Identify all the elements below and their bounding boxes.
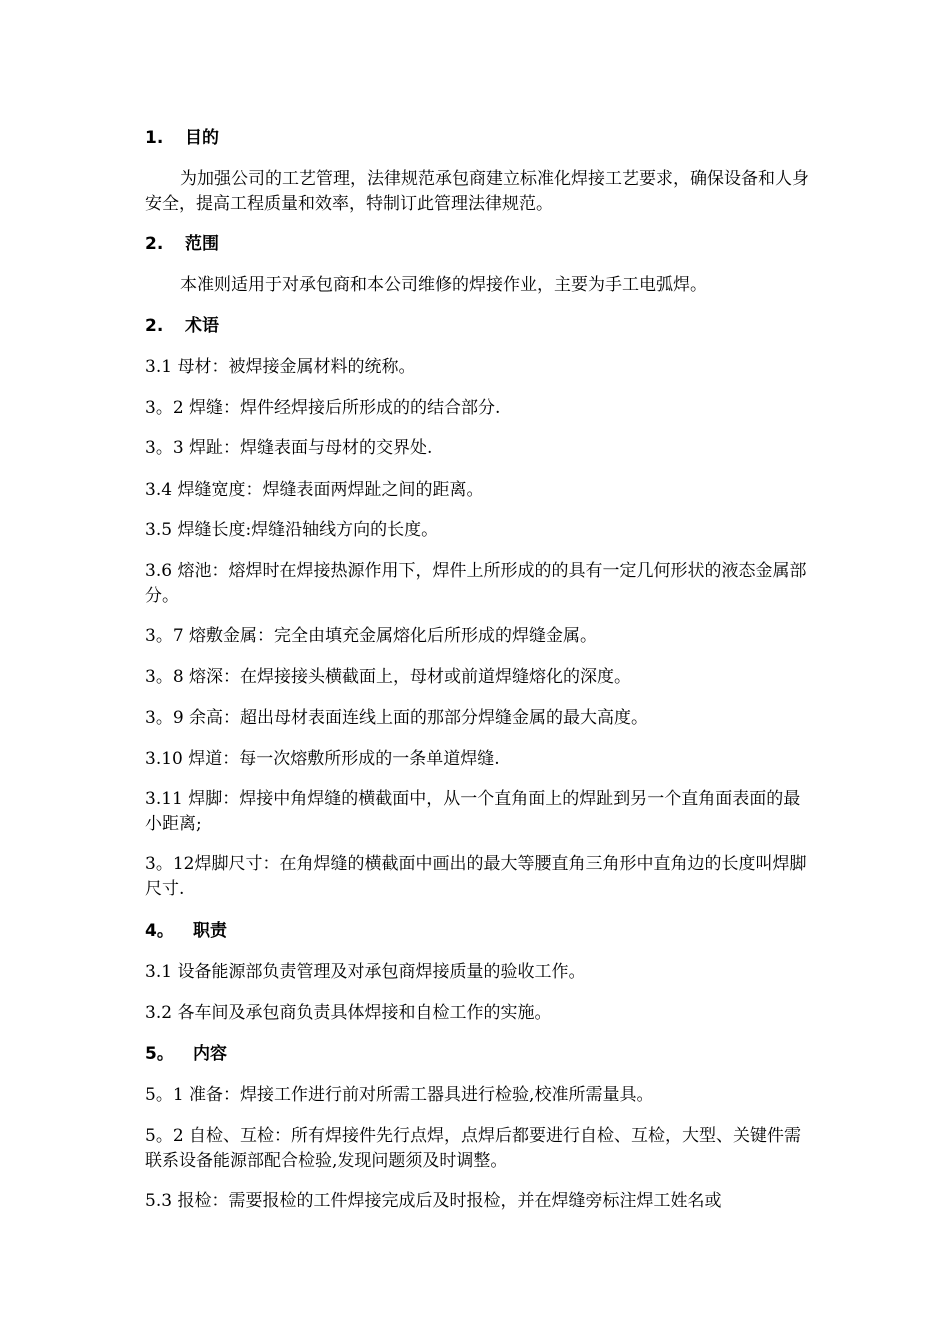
purpose-paragraph: 为加强公司的工艺管理，法律规范承包商建立标准化焊接工艺要求，确保设备和人身安全，提高工程质量和效率，特制订此管理法律规范。 <box>145 169 809 214</box>
term-item: 3.10 焊道：每一次熔敷所形成的一条单道焊缝. <box>145 749 500 769</box>
term-item: 3.1 母材：被焊接金属材料的统称。 <box>145 357 416 377</box>
section-title: 职责 <box>193 921 227 941</box>
responsibility-item: 3.2 各车间及承包商负责具体焊接和自检工作的实施。 <box>145 1003 552 1023</box>
section-title: 术语 <box>185 316 219 336</box>
section-title: 内容 <box>193 1044 227 1064</box>
section-number: 5。 <box>145 1044 174 1064</box>
term-item: 3。8 熔深：在焊接接头横截面上，母材或前道焊缝熔化的深度。 <box>145 667 632 687</box>
term-item: 3。12焊脚尺寸：在角焊缝的横截面中画出的最大等腰直角三角形中直角边的长度叫焊脚尺寸. <box>145 854 807 899</box>
term-item: 3。7 熔敷金属：完全由填充金属熔化后所形成的焊缝金属。 <box>145 626 598 646</box>
scope-paragraph: 本准则适用于对承包商和本公司维修的焊接作业，主要为手工电弧焊。 <box>180 275 707 295</box>
section-heading-scope <box>145 232 810 256</box>
section-heading-purpose <box>145 126 810 150</box>
section-number: 1. <box>145 128 164 148</box>
term-item: 3。2 焊缝：焊件经焊接后所形成的的结合部分. <box>145 398 501 418</box>
section-number: 4。 <box>145 921 174 941</box>
term-item: 3.5 焊缝长度:焊缝沿轴线方向的长度。 <box>145 520 439 540</box>
term-item: 3.11 焊脚：焊接中角焊缝的横截面中，从一个直角面上的焊趾到另一个直角面表面的最小距离; <box>145 789 801 834</box>
section-heading-content <box>145 1042 810 1066</box>
section-title: 目的 <box>185 128 219 148</box>
section-heading-responsibilities <box>145 919 810 943</box>
section-title: 范围 <box>185 234 219 254</box>
responsibility-item: 3.1 设备能源部负责管理及对承包商焊接质量的验收工作。 <box>145 962 586 982</box>
term-item: 3。9 余高：超出母材表面连线上面的那部分焊缝金属的最大高度。 <box>145 708 649 728</box>
term-item: 3.6 熔池：熔焊时在焊接热源作用下，焊件上所形成的的具有一定几何形状的液态金属部分。 <box>145 561 807 606</box>
section-number: 2. <box>145 316 164 336</box>
content-item: 5.3 报检：需要报检的工件焊接完成后及时报检，并在焊缝旁标注焊工姓名或 <box>145 1191 722 1211</box>
section-heading-terms <box>145 314 810 338</box>
content-item: 5。1 准备：焊接工作进行前对所需工器具进行检验,校准所需量具。 <box>145 1085 654 1105</box>
term-item: 3.4 焊缝宽度：焊缝表面两焊趾之间的距离。 <box>145 480 484 500</box>
section-number: 2. <box>145 234 164 254</box>
content-item: 5。2 自检、互检：所有焊接件先行点焊，点焊后都要进行自检、互检，大型、关键件需联系设备能源部配合检验,发现问题须及时调整。 <box>145 1126 802 1171</box>
term-item: 3。3 焊趾：焊缝表面与母材的交界处. <box>145 438 433 458</box>
